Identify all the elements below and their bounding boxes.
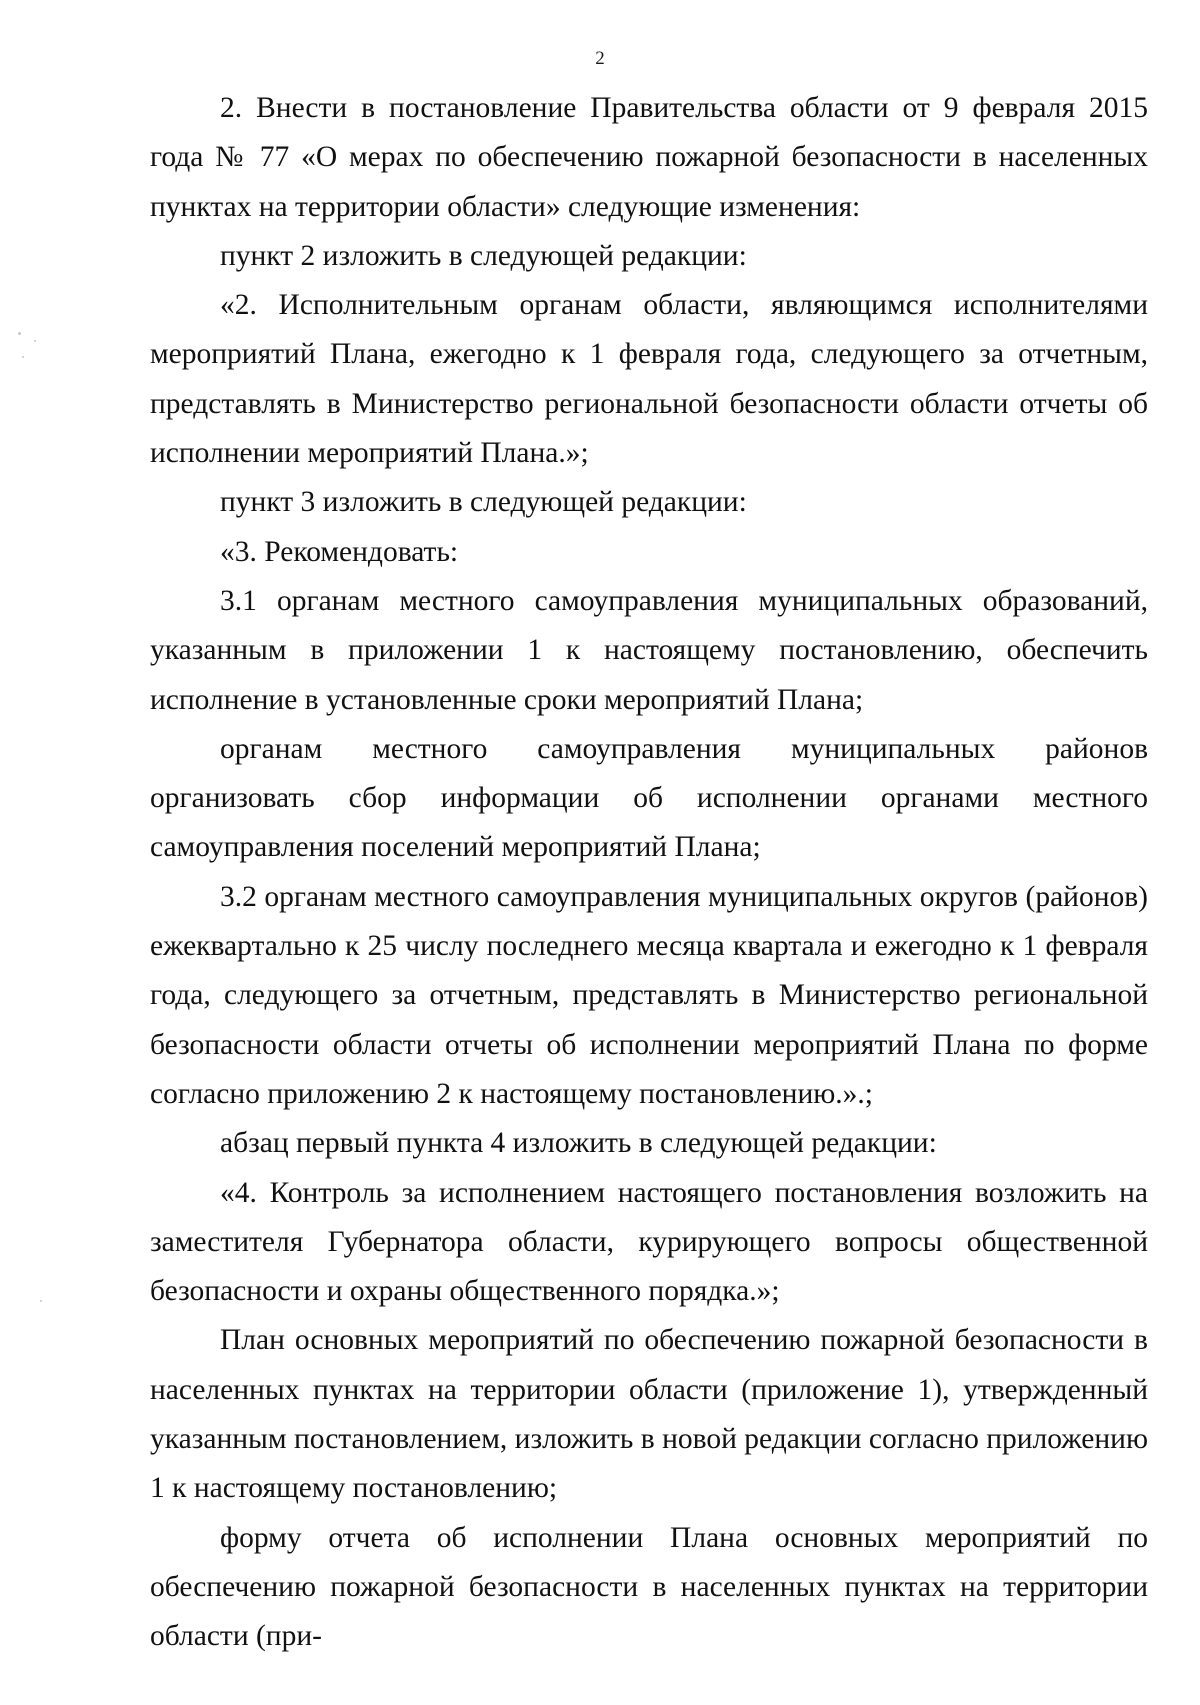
scan-speck: [34, 340, 36, 342]
paragraph-point3-1-districts: органам местного самоуправления муниципальных районов организовать сбор информации об исполнении органами местного самоуправления поселений мероприятий Плана;: [150, 732, 1148, 864]
paragraph-point2-heading: пункт 2 изложить в следующей редакции:: [220, 239, 747, 272]
paragraph-point2-text: «2. Исполнительным органам области, являющимся исполнителями мероприятий Плана, ежегодно к 1 февраля года, следующего за отчетным, представлять в Министерство региональной безопасности области отчеты об исполнении мероприятий Плана.»;: [150, 289, 1148, 470]
paragraph-amendment-intro: 2. Внести в постановление Правительства области от 9 февраля 2015 года № 77 «О мерах по обеспечению пожарной безопасности в населенных пунктах на территории области» следующие изменения:: [150, 92, 1148, 223]
paragraph-point3-2: 3.2 органам местного самоуправления муниципальных округов (районов) ежеквартально к 25 числу последнего месяца квартала и ежегодно к 1 февраля года, следующего за отчетным, представлять в Министерство региональной безопасности области отчеты об исполнении мероприятий Плана по форме согласно приложению 2 к настоящему постановлению.».;: [150, 880, 1148, 1110]
paragraph-point4-text: «4. Контроль за исполнением настоящего постановления возложить на заместителя Губернатора области, курирующего вопросы общественной безопасности и охраны общественного порядка.»;: [150, 1176, 1148, 1308]
paragraph-point3-heading: пункт 3 изложить в следующей редакции:: [220, 486, 747, 519]
scan-speck: [18, 332, 21, 335]
page-number: 2: [595, 48, 605, 69]
paragraph-point3-recommend: «3. Рекомендовать:: [220, 535, 459, 568]
paragraph-report-form: форму отчета об исполнении Плана основных мероприятий по обеспечению пожарной безопасности в населенных пунктах на территории области (при-: [150, 1521, 1148, 1653]
scan-speck: [40, 1300, 42, 1302]
paragraph-point3-1: 3.1 органам местного самоуправления муниципальных образований, указанным в приложении 1 к настоящему постановлению, обеспечить исполнение в установленные сроки мероприятий Плана;: [150, 584, 1148, 716]
document-body: [150, 84, 1148, 1662]
scan-speck: [22, 356, 24, 358]
paragraph-point4-heading: абзац первый пункта 4 изложить в следующей редакции:: [220, 1127, 937, 1160]
paragraph-plan-annex1: План основных мероприятий по обеспечению пожарной безопасности в населенных пунктах на территории области (приложение 1), утвержденный указанным постановлением, изложить в новой редакции согласно приложению 1 к настоящему постановлению;: [150, 1324, 1148, 1505]
